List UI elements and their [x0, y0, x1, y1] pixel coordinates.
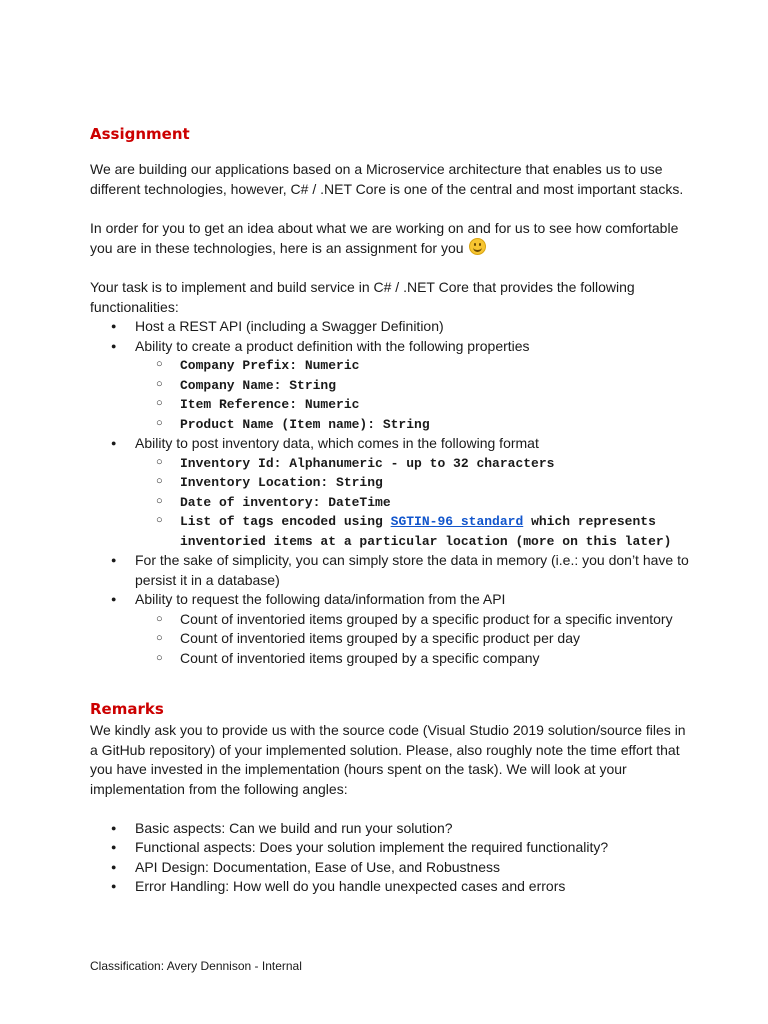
- list-item: ● API Design: Documentation, Ease of Use, and Robustness: [90, 858, 690, 878]
- list-item: ○ Count of inventoried items grouped by a specific company: [135, 649, 690, 669]
- list-item: ○ List of tags encoded using SGTIN-96 standard which represents inventoried items at a particular location (more on this later): [135, 512, 690, 551]
- classification-footer: Classification: Avery Dennison - Internal: [90, 959, 302, 973]
- list-item: ○ Item Reference: Numeric: [135, 395, 690, 415]
- sgtin-96-link[interactable]: SGTIN-96 standard: [390, 514, 524, 529]
- list-item: ● Host a REST API (including a Swagger Definition): [90, 317, 690, 337]
- list-item: ● Error Handling: How well do you handle unexpected cases and errors: [90, 877, 690, 897]
- list-item: ○ Company Name: String: [135, 376, 690, 396]
- list-item: ○ Count of inventoried items grouped by a specific product for a specific inventory: [135, 610, 690, 630]
- list-item: ○ Inventory Id: Alphanumeric - up to 32 characters: [135, 454, 690, 474]
- list-item: ● Ability to create a product definition with the following properties ○ Company Prefix: Numeric ○ Company Name: String ○ Item Reference: Numeric ○ Product Name (Item name): String: [90, 337, 690, 435]
- remarks-heading: Remarks: [90, 700, 164, 718]
- list-item: ● Functional aspects: Does your solution implement the required functionality?: [90, 838, 690, 858]
- list-item: ● Ability to post inventory data, which comes in the following format ○ Inventory Id: Alphanumeric - up to 32 characters ○ Inventory Location: String ○ Date of inventory: DateTime ○ List of tags encoded using SGTIN-96 standard which represents inventoried items at a particular location (more on this later): [90, 434, 690, 551]
- remarks-paragraph: We kindly ask you to provide us with the source code (Visual Studio 2019 solution/source files in a GitHub repository) of your implemented solution. Please, also roughly note the time effort that you have invested in the implementation (hours spent on the task). We will look at your implementation from the following angles:: [90, 722, 686, 797]
- list-item: ○ Count of inventoried items grouped by a specific product per day: [135, 629, 690, 649]
- list-item: ● Ability to request the following data/information from the API ○ Count of inventoried items grouped by a specific product for a specific inventory ○ Count of inventoried items grouped by a specific product per day ○ Count of inventoried items grouped by a specific company: [90, 590, 690, 668]
- list-item: ○ Product Name (Item name): String: [135, 415, 690, 435]
- task-paragraph: Your task is to implement and build service in C# / .NET Core that provides the following functionalities:: [90, 279, 635, 315]
- list-item: ○ Inventory Location: String: [135, 473, 690, 493]
- functionalities-list: [90, 317, 690, 668]
- list-item: ● Basic aspects: Can we build and run your solution?: [90, 819, 690, 839]
- list-item: ● For the sake of simplicity, you can simply store the data in memory (i.e.: you don’t have to persist it in a database): [90, 551, 690, 590]
- smiley-emoji-icon: [469, 238, 486, 255]
- intro-paragraph: We are building our applications based on a Microservice architecture that enables us to use different technologies, however, C# / .NET Core is one of the central and most important stacks.: [90, 161, 684, 197]
- list-item: ○ Company Prefix: Numeric: [135, 356, 690, 376]
- evaluation-aspects-list: [90, 819, 690, 897]
- product-properties-list: [135, 356, 690, 434]
- idea-paragraph: In order for you to get an idea about what we are working on and for us to see how comfortable you are in these technologies, here is an assignment for you: [90, 219, 679, 256]
- assignment-heading: Assignment: [90, 125, 190, 143]
- inventory-format-list: [135, 454, 690, 552]
- document-body: [90, 122, 690, 897]
- list-item: ○ Date of inventory: DateTime: [135, 493, 690, 513]
- api-requests-list: [135, 610, 690, 669]
